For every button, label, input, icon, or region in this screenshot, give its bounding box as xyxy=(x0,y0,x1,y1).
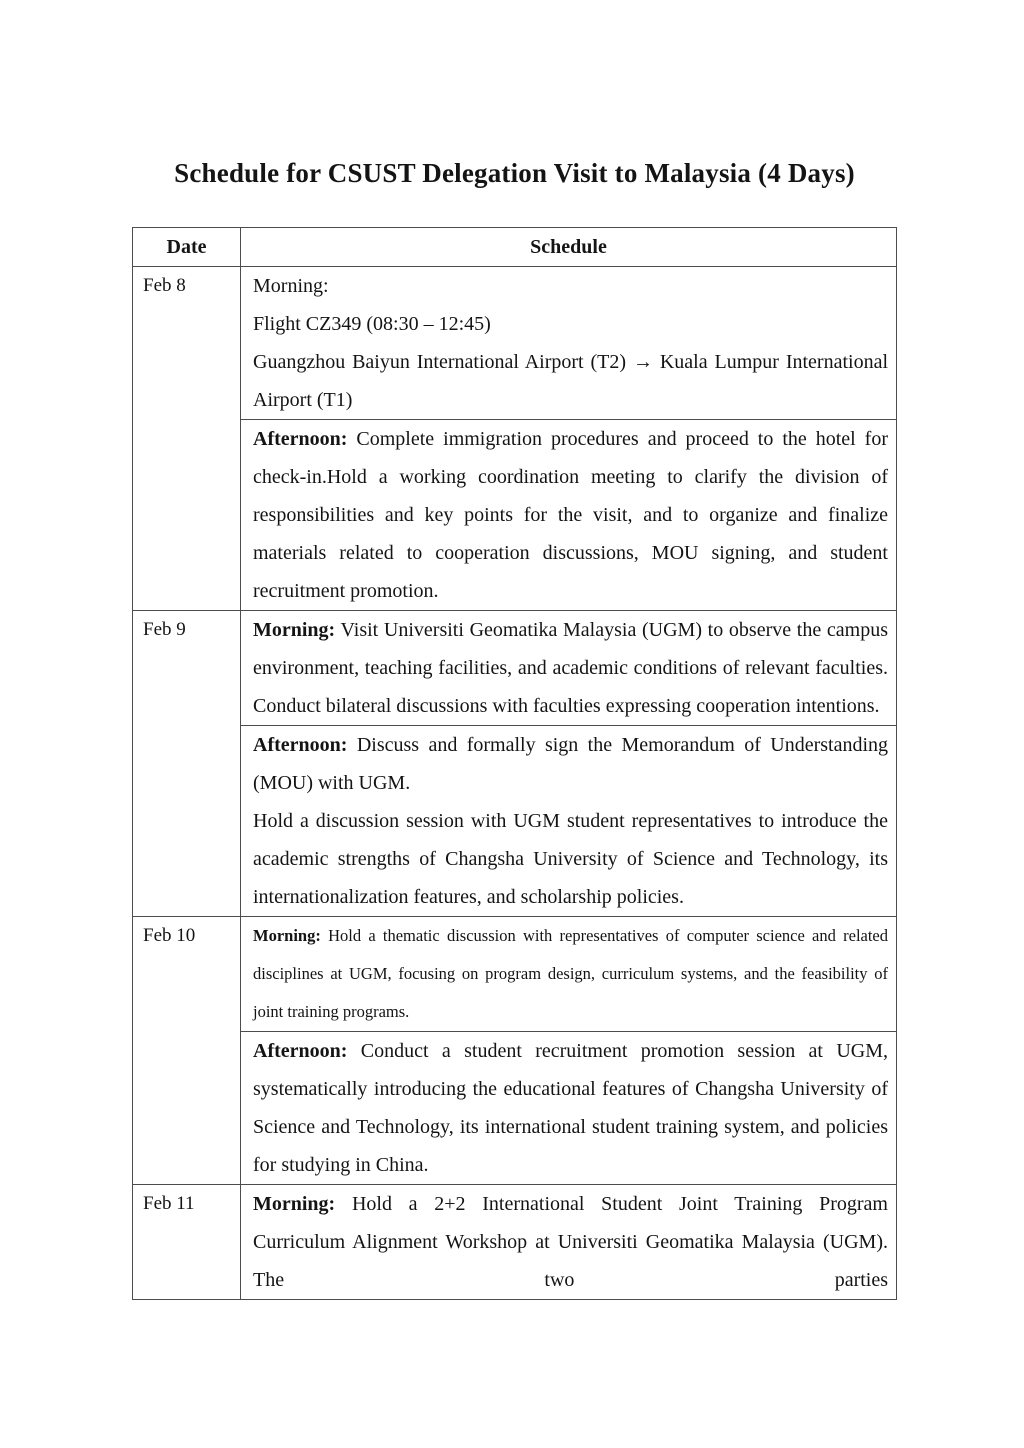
table-row-feb10-afternoon xyxy=(133,1032,897,1185)
header-date: Date xyxy=(133,228,241,267)
table-row-feb9-afternoon xyxy=(133,726,897,917)
date-cell-feb10: Feb 10 xyxy=(133,917,241,1185)
table-row-feb9-morning xyxy=(133,611,897,726)
paragraph-morning-label: Morning: xyxy=(253,275,329,297)
schedule-cell-feb8-morning xyxy=(241,267,897,420)
schedule-cell-feb10-morning xyxy=(241,917,897,1032)
afternoon-text: Complete immigration procedures and proceed to the hotel for check-in.Hold a working coordination meeting to clarify the division of responsibilities and key points for the visit, and to organize and finalize materials related to cooperation discussions, MOU signing, and student recruitment promotion. xyxy=(253,428,888,602)
afternoon-label: Afternoon: xyxy=(253,734,348,756)
paragraph-flight: Flight CZ349 (08:30 – 12:45) xyxy=(253,313,491,335)
afternoon-label: Afternoon: xyxy=(253,1040,348,1062)
paragraph-morning xyxy=(253,917,888,1031)
paragraph-morning xyxy=(253,1185,888,1299)
paragraph-route: Guangzhou Baiyun International Airport (T2) → Kuala Lumpur International Airport (T1) xyxy=(253,351,888,411)
header-schedule: Schedule xyxy=(241,228,897,267)
morning-label: Morning: xyxy=(253,926,321,945)
schedule-table xyxy=(132,227,897,1300)
table-row-feb11-morning xyxy=(133,1185,897,1300)
schedule-cell-feb8-afternoon xyxy=(241,420,897,611)
table-row-feb8-morning xyxy=(133,267,897,420)
morning-label: Morning: xyxy=(253,619,336,641)
page-title: Schedule for CSUST Delegation Visit to Malaysia (4 Days) xyxy=(174,158,855,188)
paragraph-afternoon xyxy=(253,1032,888,1184)
morning-text: Visit Universiti Geomatika Malaysia (UGM) to observe the campus environment, teaching facilities, and academic conditions of relevant faculties. Conduct bilateral discussions with faculties expressing cooperation intentions. xyxy=(253,619,889,717)
paragraph-morning xyxy=(253,611,888,725)
paragraph-afternoon xyxy=(253,726,888,802)
afternoon-text: Discuss and formally sign the Memorandum of Understanding (MOU) with UGM. xyxy=(253,734,889,794)
afternoon-text-2: Hold a discussion session with UGM student representatives to introduce the academic strengths of Changsha University of Science and Technology, its internationalization features, and scholarship policies. xyxy=(253,810,888,908)
morning-label: Morning: xyxy=(253,1193,336,1215)
afternoon-label: Afternoon: xyxy=(253,428,348,450)
schedule-cell-feb11-morning xyxy=(241,1185,897,1300)
date-cell-feb11: Feb 11 xyxy=(133,1185,241,1300)
morning-text: Hold a 2+2 International Student Joint Training Program Curriculum Alignment Workshop at Universiti Geomatika Malaysia (UGM). The two parties xyxy=(253,1193,888,1291)
date-cell-feb9: Feb 9 xyxy=(133,611,241,917)
schedule-cell-feb9-morning xyxy=(241,611,897,726)
morning-text: Hold a thematic discussion with representatives of computer science and related disciplines at UGM, focusing on program design, curriculum systems, and the feasibility of joint training programs. xyxy=(253,926,889,1021)
schedule-cell-feb10-afternoon xyxy=(241,1032,897,1185)
schedule-cell-feb9-afternoon xyxy=(241,726,897,917)
afternoon-text: Conduct a student recruitment promotion session at UGM, systematically introducing the educational features of Changsha University of Science and Technology, its international student training system, and policies for studying in China. xyxy=(253,1040,888,1176)
date-cell-feb8: Feb 8 xyxy=(133,267,241,611)
paragraph-afternoon-2 xyxy=(253,802,888,916)
table-row-feb8-afternoon xyxy=(133,420,897,611)
table-header-row xyxy=(133,228,897,267)
table-row-feb10-morning xyxy=(133,917,897,1032)
paragraph-afternoon xyxy=(253,420,888,610)
